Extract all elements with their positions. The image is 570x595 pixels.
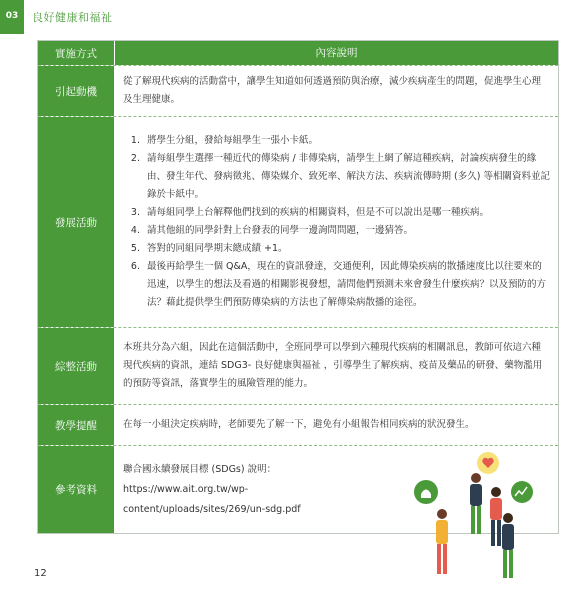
row-text-summary: 本班共分為六組，因此在這個活動中，全班同學可以學到六種現代疾病的相關訊息，教師可依這六種現代疾病的資訊，連結 SDG3- 良好健康與福祉 ，引導學生了解疾病、疫苗及藥品的研發、藥物濫用的預防等資訊，落實學生的風險管理的能力。: [123, 342, 543, 389]
heart-icon: [477, 452, 499, 474]
table-row-summary: [38, 327, 558, 404]
development-steps-list: [123, 132, 550, 312]
row-text-reminder: 在每一小組決定疾病時，老師要先了解一下，避免有小組報告相同疾病的狀況發生。: [123, 419, 475, 430]
list-item: 6. 最後再給學生一個 Q&A，現在的資訊發達，交通便利，因此傳染疾病的散播速度比以往要來的迅速，以學生的想法及看過的相關影視發想，請問他們預測未來會發生什麼疾病？以及預防的方法？藉此提供學生們預防傳染病的方法也了解傳染病散播的途徑。: [143, 258, 550, 312]
chapter-number-tab: [0, 0, 24, 34]
table-row-development: [38, 116, 558, 327]
list-item: 2. 請每組學生選擇一種近代的傳染病 / 非傳染病，請學生上網了解這種疾病，討論疾病發生的緣由、發生年代、發病徵兆、傳染媒介、致死率、解決方法、疾病流傳時期 (多久) 等相關資料並記錄於卡紙中。: [143, 150, 550, 204]
list-item: 3. 請每組同學上台解釋他們找到的疾病的相關資料，但是不可以說出是哪一種疾病。: [143, 204, 550, 222]
row-body-development: [115, 117, 558, 327]
row-label-reminder: 教學提醒: [38, 405, 115, 445]
list-item: 5. 答對的同組同學期末總成績 +1。: [143, 240, 550, 258]
header-method: 實施方式: [38, 41, 115, 65]
person-center: [490, 487, 502, 546]
table-row-reminder: [38, 404, 558, 445]
person-left: [436, 509, 448, 574]
table-header-row: [38, 41, 558, 65]
chapter-number: 03: [5, 11, 19, 21]
table-row-motivation: [38, 65, 558, 116]
chapter-title: 良好健康和福祉: [32, 11, 113, 24]
list-item: 1. 將學生分組，發給每組學生一張小卡紙。: [143, 132, 550, 150]
row-text-motivation: 從了解現代疾病的活動當中，讓學生知道如何透過預防與治療，減少疾病產生的問題，促進學生心理及生理健康。: [123, 76, 542, 105]
header-content: 內容說明: [115, 41, 558, 65]
lightbulb-icon: [414, 480, 438, 504]
row-label-development: 發展活動: [38, 117, 115, 327]
row-label-summary: 綜整活動: [38, 328, 115, 404]
row-label-motivation: 引起動機: [38, 66, 115, 116]
row-label-references: 參考資料: [38, 446, 115, 533]
reference-link-text: 聯合國永續發展目標 (SDGs) 說明：https://www.ait.org.tw/wp-content/uploads/sites/269/un-sdg.pdf: [123, 463, 301, 515]
page-number: 12: [34, 568, 47, 579]
people-discussion-illustration: [390, 450, 550, 585]
person-right: [502, 513, 514, 578]
chart-bubble-icon: [511, 481, 533, 503]
person-center-back: [470, 473, 482, 534]
list-item: 4. 請其他組的同學針對上台發表的同學一邊詢問問題，一邊猜答。: [143, 222, 550, 240]
